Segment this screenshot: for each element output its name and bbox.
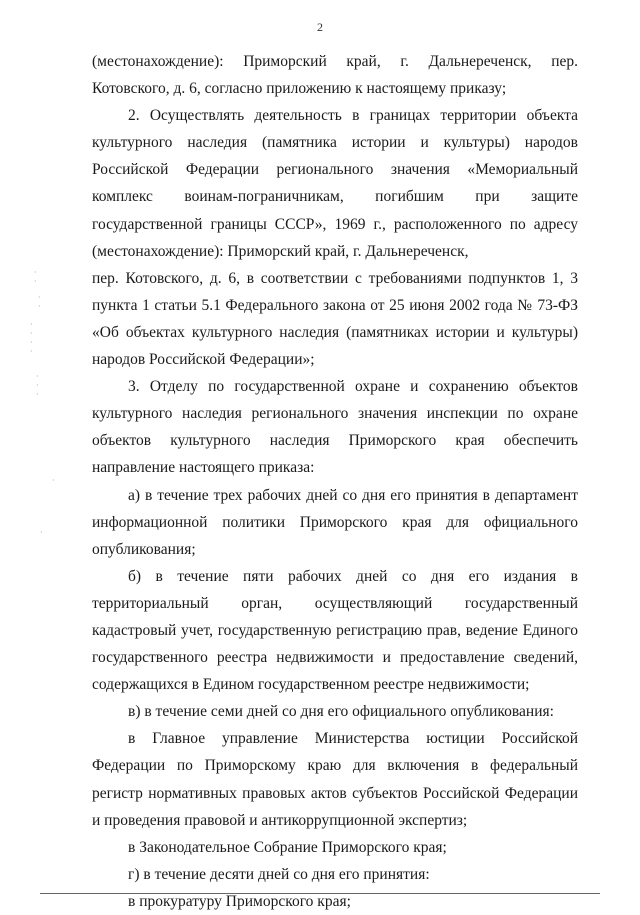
paragraph-location: (местонахождение): Приморский край, г. Дальнереченск, пер. Котовского, д. 6, согласно приложению к настоящему приказу; [92,53,578,98]
margin-mark: · [40,528,45,537]
paragraph-prosecutor: в прокуратуру Приморского края; [128,892,351,910]
paragraph-item-3v: в) в течение семи дней со дня его официального опубликования: [128,703,554,721]
paragraph-item-3b: б) в течение пяти рабочих дней со дня его издания в территориальный орган, осуществляющий государственный кадастровый учет, государственную регистрацию прав, ведение Единого государственного реестра недвижимости и предоставление сведений, содержащихся в Едином государственном реестре недвижимости; [92,567,578,694]
margin-mark: · · [34,268,39,286]
paragraph-item-3a: а) в течение трех рабочих дней со дня его принятия в департамент информационной политики Приморского края для официального опубликования; [92,486,578,558]
margin-mark: · [52,476,57,485]
paragraph-item-3g: г) в течение десяти дней со дня его принятия: [128,865,430,883]
margin-mark: · · [38,293,43,311]
paragraph-ministry-justice: в Главное управление Министерства юстиции Российской Федерации по Приморскому краю для включения в федеральный регистр нормативных правовых актов субъектов Российской Федерации и проведения правовой и антикоррупционной экспертиз; [92,730,578,829]
document-body [92,48,578,915]
paragraph-item-3: 3. Отделу по государственной охране и сохранению объектов культурного наследия регионального значения инспекции по охране объектов культурного наследия Приморского края обеспечить направление настоящего приказа: [92,378,578,477]
page-number: 2 [317,20,323,34]
paragraph-item-2-continued: пер. Котовского, д. 6, в соответствии с требованиями подпунктов 1, 3 пункта 1 статьи 5.1 Федерального закона от 25 июня 2002 года № 73-ФЗ «Об объектах культурного наследия (памятниках истории и культуры) народов Российской Федерации»; [92,269,578,369]
margin-mark: · · · [36,372,41,399]
bottom-rule [40,893,600,894]
margin-mark: · · · · [30,320,35,356]
paragraph-legislative-assembly: в Законодательное Собрание Приморского края; [128,838,447,856]
paragraph-item-2: 2. Осуществлять деятельность в границах территории объекта культурного наследия (памятника истории и культуры) народов Российской Федерации регионального значения «Мемориальный комплекс воинам-пограничникам, погибшим при защите государственной границы СССР», 1969 г., расположенного по адресу (местонахождение): Приморский край, г. Дальнереченск, [92,107,578,260]
